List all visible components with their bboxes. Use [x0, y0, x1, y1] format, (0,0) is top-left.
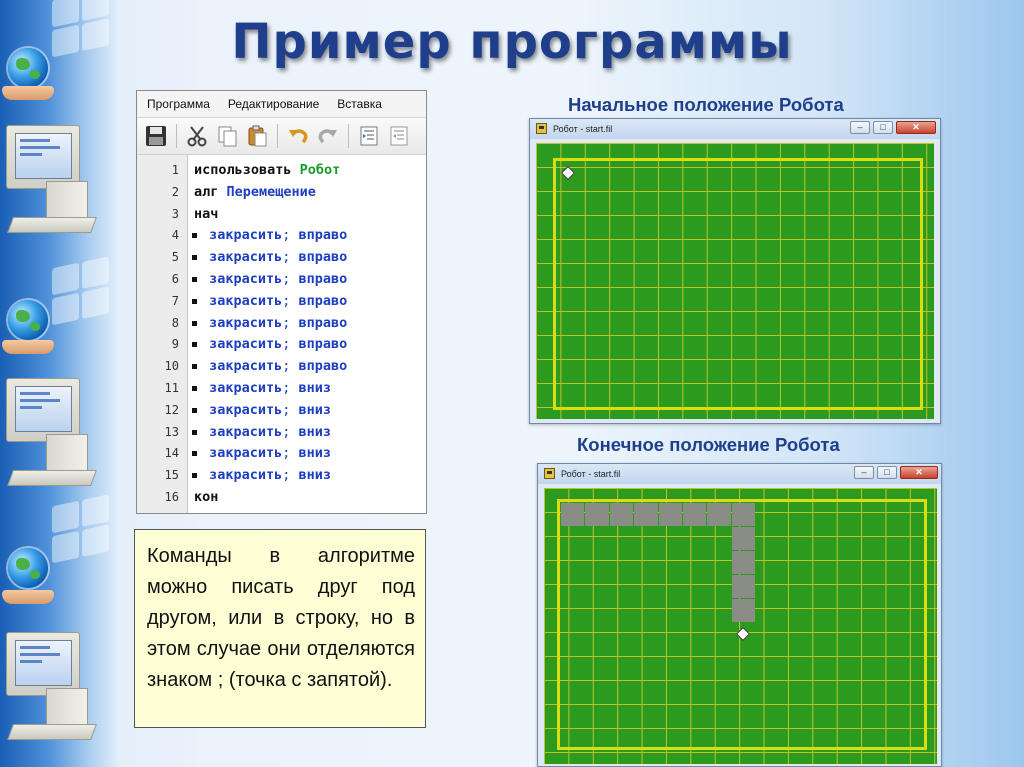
code-line[interactable]: [137, 181, 426, 203]
code-token: закрасить: [201, 227, 283, 244]
code-line[interactable]: [137, 377, 426, 399]
code-token: ;: [282, 271, 299, 287]
code-line[interactable]: [137, 159, 426, 181]
menu-item-program[interactable]: Программа: [147, 97, 210, 111]
painted-cell: [585, 503, 608, 526]
menu-item-insert[interactable]: Вставка: [337, 97, 382, 111]
window-titlebar: [538, 464, 941, 484]
code-token: закрасить: [201, 401, 283, 418]
indent-marker: [192, 451, 197, 456]
code-text: [201, 224, 347, 246]
painted-cell: [659, 503, 682, 526]
robot-window-end: [537, 463, 942, 767]
minimize-button[interactable]: –: [854, 466, 874, 479]
code-text: [194, 486, 218, 508]
line-number: 1: [171, 163, 179, 177]
window-title: Робот - start.fil: [553, 124, 613, 134]
code-token: Перемещение: [226, 183, 316, 200]
toolbar-separator: [348, 124, 349, 148]
globe-icon: [8, 548, 48, 588]
code-token: ;: [282, 292, 299, 309]
indent-marker: [192, 277, 197, 282]
painted-cell: [707, 503, 730, 526]
cut-icon[interactable]: [184, 123, 210, 149]
code-text: [201, 399, 331, 421]
explanation-textbox: Команды в алгоритме можно писать друг под другом, или в строку, но в этом случае они отделяются знаком ; (точка с запятой).: [134, 529, 426, 728]
editor-toolbar: [137, 118, 426, 155]
code-line[interactable]: [137, 442, 426, 464]
code-line[interactable]: [137, 421, 426, 443]
painted-cell: [561, 503, 584, 526]
line-number: 11: [164, 381, 179, 395]
indent-marker: [192, 233, 197, 238]
code-token: нач: [194, 205, 219, 222]
code-token: ;: [282, 423, 299, 440]
line-number: 10: [164, 359, 179, 374]
code-token: закрасить: [201, 358, 283, 375]
code-token: использовать: [194, 162, 300, 178]
painted-cell: [732, 527, 755, 550]
robot-app-icon: [536, 123, 547, 134]
code-token: кон: [194, 489, 219, 505]
indent-marker: [192, 364, 197, 369]
computer-icon: [6, 125, 96, 240]
code-token: ;: [282, 401, 299, 418]
line-number: 9: [171, 337, 179, 352]
indent-marker: [192, 386, 197, 391]
line-number: 3: [171, 206, 179, 221]
code-line[interactable]: [137, 355, 426, 377]
indent-marker: [192, 473, 197, 478]
menu-item-edit[interactable]: Редактирование: [227, 97, 320, 111]
code-token: закрасить: [201, 380, 283, 396]
code-token: алг: [194, 183, 227, 200]
code-token: вправо: [298, 271, 348, 287]
code-text: [201, 355, 347, 377]
code-token: закрасить: [201, 467, 283, 484]
code-line[interactable]: [137, 333, 426, 355]
code-line[interactable]: [137, 290, 426, 312]
code-token: закрасить: [201, 336, 283, 353]
code-token: закрасить: [201, 445, 283, 462]
unindent-icon[interactable]: [386, 123, 412, 149]
indent-marker: [192, 321, 197, 326]
code-text: [201, 312, 347, 334]
menu-bar: [137, 91, 426, 118]
code-token: ;: [282, 467, 299, 484]
indent-marker: [192, 408, 197, 413]
code-token: закрасить: [201, 423, 283, 440]
slide-title: Пример программы: [231, 14, 793, 70]
line-number: 8: [171, 315, 179, 330]
robot-window-start: [529, 118, 941, 424]
indent-marker: [192, 299, 197, 304]
code-token: вниз: [298, 467, 332, 484]
decorative-left-strip: [0, 0, 118, 767]
indent-marker: [192, 342, 197, 347]
indent-marker: [192, 255, 197, 260]
undo-icon[interactable]: [285, 123, 311, 149]
close-button[interactable]: ✕: [900, 466, 938, 479]
code-line[interactable]: [137, 224, 426, 246]
painted-cell: [732, 503, 755, 526]
close-button[interactable]: ✕: [896, 121, 936, 134]
code-token: закрасить: [201, 271, 283, 287]
code-token: вниз: [298, 401, 332, 418]
save-icon[interactable]: [143, 123, 169, 149]
computer-icon: [6, 378, 96, 493]
code-token: ;: [282, 227, 299, 244]
end-position-caption: Конечное положение Робота: [577, 434, 840, 455]
code-line[interactable]: [137, 246, 426, 268]
painted-cell: [732, 599, 755, 622]
code-line[interactable]: [137, 312, 426, 334]
code-token: ;: [282, 380, 299, 396]
redo-icon[interactable]: [315, 123, 341, 149]
code-text: [201, 464, 331, 486]
toolbar-separator: [176, 124, 177, 148]
line-number: 16: [164, 490, 179, 504]
code-editor-window: [136, 90, 427, 514]
window-titlebar: [530, 119, 940, 139]
line-number: 7: [171, 293, 179, 308]
code-line[interactable]: [137, 203, 426, 225]
line-number: 15: [164, 468, 179, 483]
hand-decoration: [2, 86, 54, 100]
code-token: вправо: [298, 249, 348, 266]
code-text: [194, 203, 218, 225]
code-text: [201, 377, 331, 399]
painted-cell: [610, 503, 633, 526]
code-token: вправо: [298, 358, 348, 375]
code-token: закрасить: [201, 292, 283, 309]
computer-icon: [6, 632, 96, 747]
code-token: ;: [282, 336, 299, 353]
line-number: 12: [164, 402, 179, 417]
maximize-button[interactable]: □: [877, 466, 897, 479]
code-line[interactable]: [137, 399, 426, 421]
painted-cell: [683, 503, 706, 526]
code-token: вправо: [298, 314, 348, 331]
globe-icon: [8, 300, 48, 340]
code-text: [201, 442, 331, 464]
code-token: вниз: [298, 380, 332, 396]
painted-cell: [732, 575, 755, 598]
line-number: 5: [171, 250, 179, 265]
robot-field: [536, 143, 934, 419]
indent-marker: [192, 430, 197, 435]
hand-decoration: [2, 340, 54, 354]
windows-logo-decoration: [52, 256, 112, 329]
window-title: Робот - start.fil: [561, 469, 621, 479]
code-line[interactable]: [137, 464, 426, 486]
painted-cell: [732, 551, 755, 574]
line-number: 13: [164, 424, 179, 439]
line-number: 2: [171, 184, 179, 199]
code-token: вправо: [298, 336, 348, 353]
line-number: 14: [164, 446, 179, 461]
line-number: 4: [171, 228, 179, 243]
robot-field: [544, 488, 937, 764]
code-area[interactable]: [137, 155, 426, 514]
paste-icon[interactable]: [244, 123, 270, 149]
maximize-button[interactable]: □: [873, 121, 893, 134]
code-token: закрасить: [201, 314, 283, 331]
code-text: [201, 246, 347, 268]
line-number: 6: [171, 272, 179, 286]
code-text: [194, 181, 316, 203]
indent-icon[interactable]: [356, 123, 382, 149]
code-text: [201, 333, 347, 355]
robot-app-icon: [544, 468, 555, 479]
minimize-button[interactable]: –: [850, 121, 870, 134]
windows-logo-decoration: [52, 494, 112, 567]
code-token: ;: [282, 358, 299, 375]
copy-icon[interactable]: [214, 123, 240, 149]
hand-decoration: [2, 590, 54, 604]
code-token: вправо: [298, 292, 348, 309]
code-token: Робот: [299, 162, 341, 178]
code-token: вправо: [298, 227, 348, 244]
toolbar-separator: [277, 124, 278, 148]
code-text: [194, 159, 340, 181]
code-token: ;: [282, 314, 299, 331]
code-token: вниз: [298, 445, 332, 462]
field-wall: [553, 158, 923, 410]
code-text: [201, 268, 347, 290]
code-line[interactable]: [137, 268, 426, 290]
start-position-caption: Начальное положение Робота: [568, 94, 844, 115]
code-line[interactable]: [137, 486, 426, 508]
code-token: вниз: [298, 423, 332, 440]
code-token: ;: [282, 445, 299, 462]
code-text: [201, 421, 331, 443]
code-token: закрасить: [201, 249, 283, 266]
painted-cell: [634, 503, 657, 526]
code-text: [201, 290, 347, 312]
code-token: ;: [282, 249, 299, 266]
